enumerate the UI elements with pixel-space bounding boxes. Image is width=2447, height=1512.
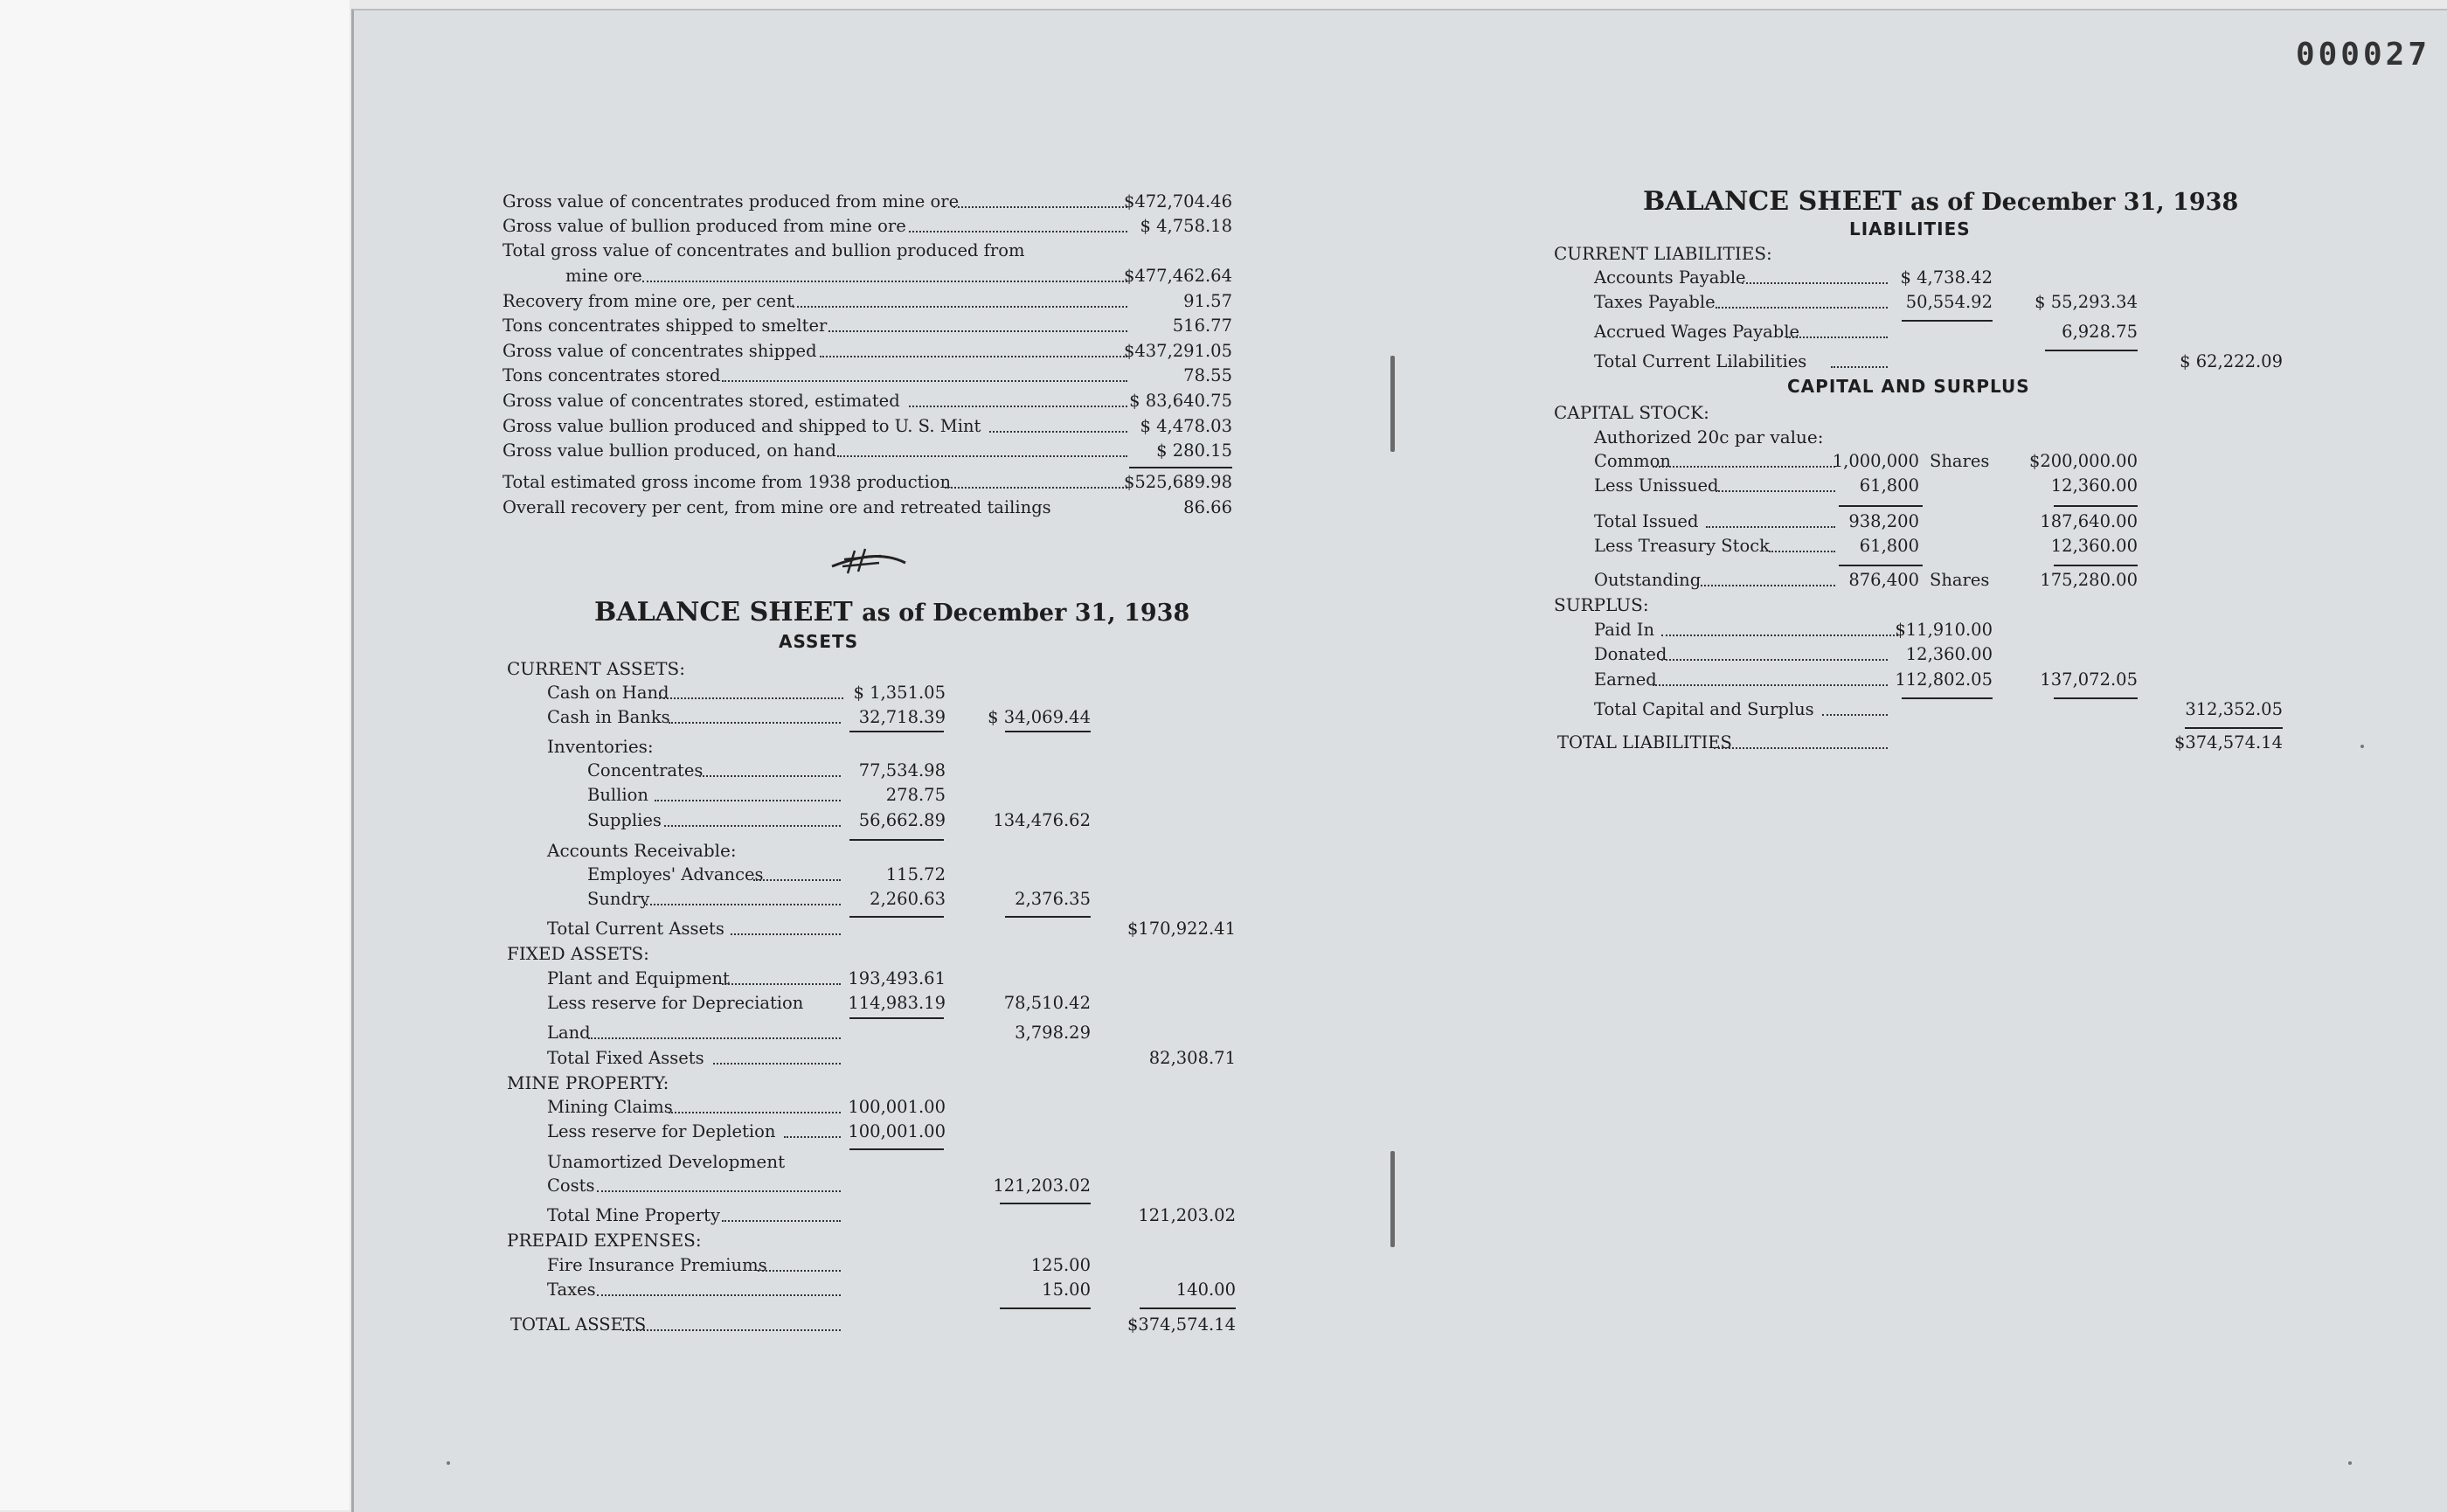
production-value: 86.66 <box>1183 497 1232 517</box>
production-value: 516.77 <box>1172 316 1232 336</box>
total-fixed-assets <box>547 1048 1236 1072</box>
prepaid-taxes-c3: 140.00 <box>1175 1280 1236 1300</box>
dot-leader <box>828 330 1127 332</box>
total-fixed-assets-label: Total Fixed Assets <box>547 1048 704 1068</box>
earned-c1: 112,802.05 <box>1895 669 1993 690</box>
less-treasury-c2: 12,360.00 <box>2050 536 2138 556</box>
total-issued <box>1594 511 2283 536</box>
dot-leader <box>909 231 1127 232</box>
reserve-depreciation <box>547 993 1236 1017</box>
production-row <box>503 416 1232 440</box>
underline-rule <box>2054 565 2138 566</box>
production-label: Gross value of concentrates stored, estimated <box>503 391 900 411</box>
total-assets-c3: $374,574.14 <box>1126 1314 1236 1335</box>
accrued-wages-c2: 6,928.75 <box>2062 322 2138 342</box>
land <box>547 1023 1236 1047</box>
total-current-assets-label: Total Current Assets <box>547 919 724 939</box>
development-costs <box>547 1176 1236 1200</box>
underline-rule <box>2185 727 2283 729</box>
underline-rule <box>849 731 944 732</box>
dot-leader <box>597 1190 841 1192</box>
underline-rule <box>2054 505 2138 507</box>
production-label: Tons concentrates shipped to smelter <box>503 316 828 336</box>
underline-rule <box>1839 565 1923 566</box>
outstanding <box>1594 570 2283 594</box>
dot-leader <box>597 1294 841 1296</box>
capital-surplus-subtitle: CAPITAL AND SURPLUS <box>1787 376 2030 397</box>
reserve-depletion-c1: 100,001.00 <box>848 1121 946 1141</box>
speck <box>2360 745 2364 748</box>
bullion-label: Bullion <box>587 785 648 805</box>
earned-label: Earned <box>1594 669 1657 690</box>
less-treasury <box>1594 536 2283 560</box>
cash-in-banks-c1: 32,718.39 <box>858 707 946 727</box>
current-assets-heading: CURRENT ASSETS: <box>507 658 685 679</box>
total-current-assets <box>547 919 1236 943</box>
total-assets-label: TOTAL ASSETS <box>510 1314 647 1335</box>
total-current-assets-c3: $170,922.41 <box>1126 919 1236 939</box>
sundry <box>587 889 1236 913</box>
cash-on-hand-c1: $ 1,351.05 <box>853 683 946 703</box>
outstanding-c2: 175,280.00 <box>2040 570 2138 590</box>
cash-in-banks-c2: $ 34,069.44 <box>988 707 1091 727</box>
total-capital-surplus-c3: 312,352.05 <box>2185 699 2283 719</box>
liabilities-subtitle: LIABILITIES <box>1849 218 1971 239</box>
dot-leader <box>1786 336 1888 338</box>
dot-leader <box>713 1063 841 1065</box>
production-value: $437,291.05 <box>1123 341 1232 361</box>
fire-insurance <box>547 1255 1236 1280</box>
common-stock-shares: 1,000,000 <box>1832 451 1919 471</box>
total-liabilities-c3: $374,574.14 <box>2173 732 2283 753</box>
underline-rule <box>1005 731 1091 732</box>
inventories-heading: Inventories: <box>547 736 654 757</box>
dot-leader <box>989 431 1127 433</box>
dot-leader <box>1822 714 1888 716</box>
taxes-payable-label: Taxes Payable <box>1594 292 1716 312</box>
accrued-wages-label: Accrued Wages Payable <box>1594 322 1799 342</box>
supplies-label: Supplies <box>587 810 662 830</box>
dot-leader <box>731 933 841 935</box>
paid-in <box>1594 620 2283 644</box>
cash-on-hand <box>547 683 1236 707</box>
paid-in-label: Paid In <box>1594 620 1655 640</box>
production-label: Gross value of concentrates produced from mine ore <box>503 191 960 212</box>
total-capital-surplus-label: Total Capital and Surplus <box>1594 699 1814 719</box>
total-mine-property-label: Total Mine Property <box>547 1205 721 1225</box>
total-assets <box>510 1314 1236 1339</box>
dot-leader <box>953 206 1127 208</box>
cash-in-banks-label: Cash in Banks <box>547 707 670 727</box>
dot-leader <box>588 1037 841 1039</box>
prepaid-taxes-c2: 15.00 <box>1042 1280 1091 1300</box>
authorized-note: Authorized 20c par value: <box>1594 427 1824 447</box>
production-label: Total gross value of concentrates and bullion produced from <box>503 240 1025 260</box>
dot-leader <box>642 281 1127 282</box>
underline-rule <box>1000 1203 1091 1204</box>
less-unissued-c2: 12,360.00 <box>2050 475 2138 496</box>
underline-rule <box>1902 697 1993 699</box>
mining-claims <box>547 1097 1236 1121</box>
total-mine-property <box>547 1205 1236 1230</box>
total-current-liabilities <box>1594 351 2283 376</box>
donated <box>1594 644 2283 669</box>
dot-leader <box>820 356 1127 357</box>
total-issued-shares: 938,200 <box>1848 511 1919 531</box>
production-row <box>503 266 1232 290</box>
taxes-payable-c1: 50,554.92 <box>1905 292 1993 312</box>
left-margin <box>0 0 350 1510</box>
earned <box>1594 669 2283 694</box>
dot-leader <box>1831 366 1888 368</box>
common-stock <box>1594 451 2283 475</box>
total-mine-property-c3: 121,203.02 <box>1138 1205 1236 1225</box>
dot-leader <box>909 406 1127 407</box>
production-value: $472,704.46 <box>1123 191 1232 212</box>
concentrates-label: Concentrates <box>587 760 704 780</box>
accounts-payable-label: Accounts Payable <box>1594 267 1746 288</box>
reserve-depletion-label: Less reserve for Depletion <box>547 1121 776 1141</box>
receivable-heading: Accounts Receivable: <box>547 840 737 861</box>
plant-equipment-c1: 193,493.61 <box>848 968 946 988</box>
production-value: $ 83,640.75 <box>1129 391 1232 411</box>
dot-leader <box>945 487 1127 489</box>
section-divider-flourish <box>828 544 912 579</box>
supplies-c1: 56,662.89 <box>858 810 946 830</box>
prepaid-heading: PREPAID EXPENSES: <box>507 1230 702 1251</box>
total-liabilities <box>1557 732 2283 757</box>
accounts-payable-c1: $ 4,738.42 <box>1900 267 1993 288</box>
current-liabilities-heading: CURRENT LIABILITIES: <box>1554 243 1772 264</box>
capital-stock-heading: CAPITAL STOCK: <box>1554 402 1709 423</box>
production-label: Gross value bullion produced and shipped to U. S. Mint <box>503 416 981 436</box>
production-row <box>503 316 1232 340</box>
employes-advances <box>587 864 1236 889</box>
staple-mark-top <box>1390 356 1395 452</box>
production-label: Overall recovery per cent, from mine ore and retreated tailings <box>503 497 1051 517</box>
less-treasury-shares: 61,800 <box>1859 536 1919 556</box>
common-stock-c2: $200,000.00 <box>2028 451 2138 471</box>
production-value: $525,689.98 <box>1123 472 1232 492</box>
total-issued-label: Total Issued <box>1594 511 1699 531</box>
production-row <box>503 440 1232 465</box>
page-number: 000027 <box>2295 37 2430 73</box>
liabilities-title: BALANCE SHEET as of December 31, 1938 <box>1643 186 2239 217</box>
production-row <box>503 341 1232 365</box>
production-label: Gross value bullion produced, on hand <box>503 440 836 461</box>
outstanding-unit: Shares <box>1930 570 1990 590</box>
common-stock-label: Common <box>1594 451 1671 471</box>
underline-rule <box>1839 505 1923 507</box>
production-value: $ 4,758.18 <box>1140 216 1232 236</box>
development-costs-label: Costs <box>547 1176 595 1196</box>
speck <box>2348 1461 2352 1465</box>
production-value: $477,462.64 <box>1123 266 1232 286</box>
common-stock-unit: Shares <box>1930 451 1990 471</box>
fire-insurance-c2: 125.00 <box>1030 1255 1091 1275</box>
accounts-payable <box>1594 267 2283 292</box>
cash-on-hand-label: Cash on Hand <box>547 683 669 703</box>
speck <box>447 1461 450 1465</box>
outstanding-shares: 876,400 <box>1848 570 1919 590</box>
paid-in-c1: $11,910.00 <box>1895 620 1993 640</box>
land-label: Land <box>547 1023 591 1043</box>
fire-insurance-label: Fire Insurance Premiums <box>547 1255 767 1275</box>
reserve-depletion <box>547 1121 1236 1146</box>
total-liabilities-label: TOTAL LIABILITIES <box>1557 732 1732 753</box>
production-row <box>503 216 1232 240</box>
production-value: 78.55 <box>1183 365 1232 385</box>
less-unissued-label: Less Unissued <box>1594 475 1719 496</box>
dot-leader <box>1714 747 1888 749</box>
bullion-c1: 278.75 <box>885 785 946 805</box>
prepaid-taxes <box>547 1280 1236 1304</box>
production-value: $ 4,478.03 <box>1140 416 1232 436</box>
sundry-c2: 2,376.35 <box>1015 889 1091 909</box>
plant-equipment-label: Plant and Equipment <box>547 968 730 988</box>
underline-rule <box>1000 1307 1091 1309</box>
dot-leader <box>758 1270 841 1272</box>
taxes-payable-c2: $ 55,293.34 <box>2035 292 2138 312</box>
employes-advances-label: Employes' Advances <box>587 864 764 884</box>
prepaid-taxes-label: Taxes <box>547 1280 596 1300</box>
less-unissued <box>1594 475 2283 500</box>
plant-equipment <box>547 968 1236 993</box>
cash-in-banks <box>547 707 1236 732</box>
underline-rule <box>1140 1307 1236 1309</box>
assets-title: BALANCE SHEET as of December 31, 1938 <box>594 597 1190 628</box>
production-row <box>503 497 1232 522</box>
outstanding-label: Outstanding <box>1594 570 1702 590</box>
fixed-assets-heading: FIXED ASSETS: <box>507 943 649 964</box>
production-row <box>503 391 1232 415</box>
total-current-liabilities-c3: $ 62,222.09 <box>2180 351 2283 371</box>
dot-leader <box>722 1220 841 1222</box>
concentrates-c1: 77,534.98 <box>858 760 946 780</box>
production-row <box>503 365 1232 390</box>
supplies <box>587 810 1236 835</box>
underline-rule <box>1005 916 1091 918</box>
taxes-payable <box>1594 292 2283 316</box>
total-current-liabilities-label: Total Current Lilabilities <box>1594 351 1807 371</box>
less-unissued-shares: 61,800 <box>1859 475 1919 496</box>
production-label: Recovery from mine ore, per cent <box>503 291 794 311</box>
spacer <box>1136 1311 1237 1315</box>
production-row <box>503 291 1232 316</box>
assets-subtitle: ASSETS <box>779 631 859 652</box>
dot-leader <box>793 306 1127 308</box>
supplies-c2: 134,476.62 <box>993 810 1091 830</box>
underline-rule <box>1902 320 1993 322</box>
production-row <box>503 240 1232 265</box>
underline-rule <box>849 839 944 841</box>
reserve-depreciation-label: Less reserve for Depreciation <box>547 993 804 1013</box>
mining-claims-label: Mining Claims <box>547 1097 673 1117</box>
production-value: $ 280.15 <box>1156 440 1232 461</box>
earned-c2: 137,072.05 <box>2040 669 2138 690</box>
sundry-c1: 2,260.63 <box>870 889 946 909</box>
underline-rule <box>849 916 944 918</box>
donated-c1: 12,360.00 <box>1905 644 1993 664</box>
dot-leader <box>622 1329 841 1331</box>
underline-rule <box>849 1148 944 1150</box>
bullion <box>587 785 1236 809</box>
production-label: Total estimated gross income from 1938 production <box>503 472 952 492</box>
dot-leader <box>722 380 1127 382</box>
production-label: Gross value of concentrates shipped <box>503 341 817 361</box>
production-label: Tons concentrates stored <box>503 365 721 385</box>
production-row <box>503 191 1232 216</box>
total-capital-surplus <box>1594 699 2283 724</box>
concentrates <box>587 760 1236 785</box>
staple-mark-bottom <box>1390 1151 1395 1247</box>
reserve-depreciation-c1: 114,983.19 <box>848 993 946 1013</box>
production-row <box>503 472 1232 496</box>
underline-rule <box>2045 350 2138 351</box>
surplus-heading: SURPLUS: <box>1554 594 1649 615</box>
production-label: Gross value of bullion produced from mine ore <box>503 216 906 236</box>
mine-property-heading: MINE PROPERTY: <box>507 1072 669 1093</box>
production-value: 91.57 <box>1183 291 1232 311</box>
dot-leader <box>837 455 1127 457</box>
total-fixed-assets-c3: 82,308.71 <box>1148 1048 1236 1068</box>
less-treasury-label: Less Treasury Stock <box>1594 536 1770 556</box>
accrued-wages <box>1594 322 2283 346</box>
development-costs-c2: 121,203.02 <box>993 1176 1091 1196</box>
land-c2: 3,798.29 <box>1015 1023 1091 1043</box>
total-rule <box>1129 467 1232 468</box>
donated-label: Donated <box>1594 644 1667 664</box>
employes-advances-c1: 115.72 <box>885 864 946 884</box>
underline-rule <box>849 1017 944 1019</box>
sundry-label: Sundry <box>587 889 650 909</box>
underline-rule <box>2054 697 2138 699</box>
production-label: mine ore <box>565 266 642 286</box>
reserve-depreciation-c2: 78,510.42 <box>1003 993 1091 1013</box>
mining-claims-c1: 100,001.00 <box>848 1097 946 1117</box>
unamortized-heading: Unamortized Development <box>547 1151 786 1172</box>
total-issued-c2: 187,640.00 <box>2040 511 2138 531</box>
